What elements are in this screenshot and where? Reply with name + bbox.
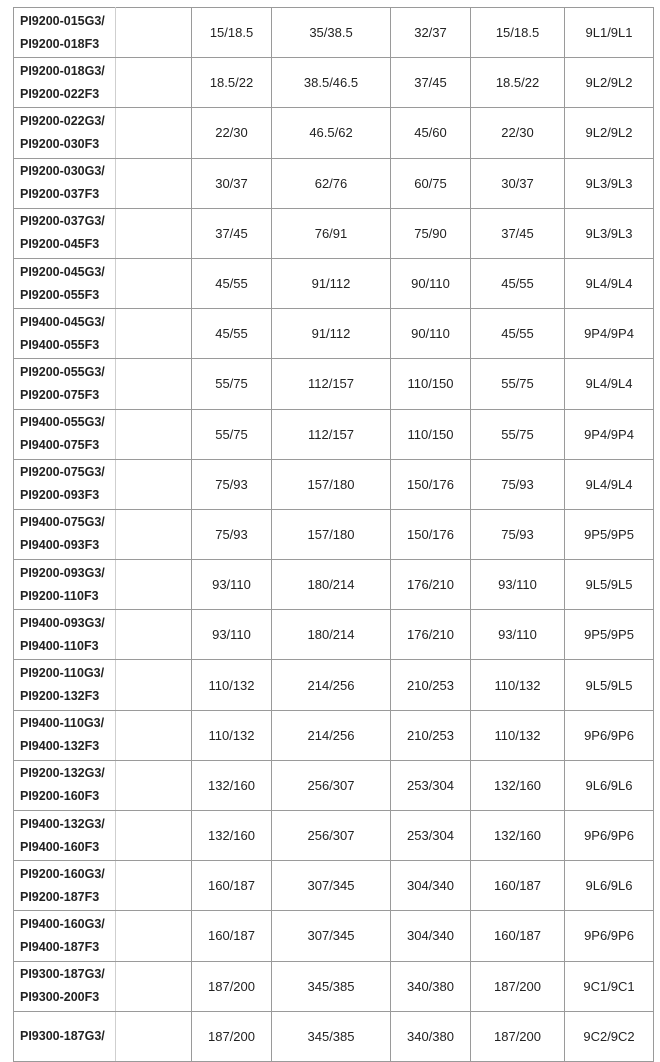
empty-cell bbox=[116, 610, 192, 660]
value-cell-v4: 30/37 bbox=[471, 158, 565, 208]
value-cell-v5: 9L2/9L2 bbox=[565, 58, 654, 108]
value-cell-v3: 253/304 bbox=[391, 811, 471, 861]
value-cell-v5: 9P6/9P6 bbox=[565, 811, 654, 861]
value-cell-v5: 9L4/9L4 bbox=[565, 459, 654, 509]
empty-cell bbox=[116, 861, 192, 911]
model-line-1: PI9400-075G3/ bbox=[20, 515, 105, 530]
empty-cell bbox=[116, 309, 192, 359]
value-cell-v5: 9L5/9L5 bbox=[565, 560, 654, 610]
value-cell-v4: 55/75 bbox=[471, 359, 565, 409]
value-cell-v3: 90/110 bbox=[391, 309, 471, 359]
value-cell-v2: 307/345 bbox=[272, 911, 391, 961]
model-line-2: PI9200-110F3 bbox=[20, 588, 99, 603]
model-line-2: PI9400-187F3 bbox=[20, 939, 100, 954]
value-cell-v1: 93/110 bbox=[192, 610, 272, 660]
value-cell-v2: 214/256 bbox=[272, 710, 391, 760]
empty-cell bbox=[116, 258, 192, 308]
empty-cell bbox=[116, 409, 192, 459]
model-line-2: PI9200-022F3 bbox=[20, 86, 100, 101]
model-line-1: PI9400-045G3/ bbox=[20, 314, 105, 329]
value-cell-v1: 55/75 bbox=[192, 359, 272, 409]
value-cell-v5: 9L4/9L4 bbox=[565, 258, 654, 308]
model-line-1: PI9200-055G3/ bbox=[20, 364, 105, 379]
value-cell-v2: 256/307 bbox=[272, 760, 391, 810]
model-line-1: PI9200-132G3/ bbox=[20, 766, 105, 781]
value-cell-v4: 93/110 bbox=[471, 560, 565, 610]
table-row bbox=[14, 108, 654, 158]
value-cell-v2: 157/180 bbox=[272, 459, 391, 509]
empty-cell bbox=[116, 108, 192, 158]
model-line-1: PI9200-037G3/ bbox=[20, 214, 105, 229]
model-cell bbox=[14, 158, 116, 208]
value-cell-v1: 45/55 bbox=[192, 258, 272, 308]
table-row bbox=[14, 961, 654, 1011]
table-row bbox=[14, 158, 654, 208]
value-cell-v5: 9P4/9P4 bbox=[565, 409, 654, 459]
table-row bbox=[14, 560, 654, 610]
value-cell-v4: 55/75 bbox=[471, 409, 565, 459]
model-line-2: PI9200-160F3 bbox=[20, 789, 100, 804]
value-cell-v2: 256/307 bbox=[272, 811, 391, 861]
value-cell-v3: 176/210 bbox=[391, 610, 471, 660]
value-cell-v4: 15/18.5 bbox=[471, 8, 565, 58]
table-row bbox=[14, 359, 654, 409]
model-line-2: PI9400-093F3 bbox=[20, 538, 100, 553]
value-cell-v1: 15/18.5 bbox=[192, 8, 272, 58]
value-cell-v1: 22/30 bbox=[192, 108, 272, 158]
model-line-2: PI9200-055F3 bbox=[20, 287, 100, 302]
value-cell-v1: 187/200 bbox=[192, 961, 272, 1011]
value-cell-v1: 187/200 bbox=[192, 1011, 272, 1061]
model-cell bbox=[14, 409, 116, 459]
value-cell-v5: 9L1/9L1 bbox=[565, 8, 654, 58]
value-cell-v2: 38.5/46.5 bbox=[272, 58, 391, 108]
model-cell bbox=[14, 459, 116, 509]
value-cell-v1: 30/37 bbox=[192, 158, 272, 208]
value-cell-v5: 9C2/9C2 bbox=[565, 1011, 654, 1061]
model-line-2: PI9300-200F3 bbox=[20, 990, 100, 1005]
value-cell-v5: 9L6/9L6 bbox=[565, 760, 654, 810]
value-cell-v2: 46.5/62 bbox=[272, 108, 391, 158]
empty-cell bbox=[116, 1011, 192, 1061]
model-cell bbox=[14, 309, 116, 359]
table-row bbox=[14, 911, 654, 961]
model-cell bbox=[14, 359, 116, 409]
model-cell bbox=[14, 208, 116, 258]
model-line-1: PI9200-030G3/ bbox=[20, 164, 105, 179]
spec-table-body bbox=[14, 8, 654, 1062]
value-cell-v3: 75/90 bbox=[391, 208, 471, 258]
value-cell-v1: 45/55 bbox=[192, 309, 272, 359]
empty-cell bbox=[116, 208, 192, 258]
value-cell-v2: 91/112 bbox=[272, 309, 391, 359]
model-cell bbox=[14, 1011, 116, 1061]
value-cell-v3: 150/176 bbox=[391, 459, 471, 509]
value-cell-v5: 9L2/9L2 bbox=[565, 108, 654, 158]
value-cell-v3: 340/380 bbox=[391, 1011, 471, 1061]
model-line-2: PI9200-075F3 bbox=[20, 387, 100, 402]
table-row bbox=[14, 760, 654, 810]
empty-cell bbox=[116, 8, 192, 58]
empty-cell bbox=[116, 459, 192, 509]
value-cell-v5: 9L4/9L4 bbox=[565, 359, 654, 409]
empty-cell bbox=[116, 961, 192, 1011]
value-cell-v5: 9P6/9P6 bbox=[565, 710, 654, 760]
value-cell-v3: 210/253 bbox=[391, 660, 471, 710]
model-cell bbox=[14, 911, 116, 961]
table-row bbox=[14, 258, 654, 308]
value-cell-v3: 110/150 bbox=[391, 359, 471, 409]
value-cell-v1: 132/160 bbox=[192, 760, 272, 810]
value-cell-v4: 22/30 bbox=[471, 108, 565, 158]
value-cell-v4: 160/187 bbox=[471, 911, 565, 961]
model-line-2: PI9200-030F3 bbox=[20, 136, 100, 151]
model-line-2: PI9400-110F3 bbox=[20, 638, 99, 653]
model-cell bbox=[14, 8, 116, 58]
value-cell-v2: 180/214 bbox=[272, 560, 391, 610]
value-cell-v5: 9L5/9L5 bbox=[565, 660, 654, 710]
model-cell bbox=[14, 560, 116, 610]
value-cell-v1: 132/160 bbox=[192, 811, 272, 861]
model-line-1: PI9400-132G3/ bbox=[20, 816, 105, 831]
value-cell-v3: 176/210 bbox=[391, 560, 471, 610]
value-cell-v3: 340/380 bbox=[391, 961, 471, 1011]
value-cell-v5: 9P5/9P5 bbox=[565, 509, 654, 559]
value-cell-v5: 9P6/9P6 bbox=[565, 911, 654, 961]
empty-cell bbox=[116, 58, 192, 108]
value-cell-v4: 132/160 bbox=[471, 811, 565, 861]
value-cell-v2: 307/345 bbox=[272, 861, 391, 911]
model-cell bbox=[14, 811, 116, 861]
value-cell-v2: 76/91 bbox=[272, 208, 391, 258]
model-line-1: PI9200-160G3/ bbox=[20, 866, 105, 881]
model-line-1: PI9400-055G3/ bbox=[20, 415, 105, 430]
table-row bbox=[14, 459, 654, 509]
value-cell-v2: 157/180 bbox=[272, 509, 391, 559]
model-line-1: PI9200-018G3/ bbox=[20, 63, 105, 78]
model-line-1: PI9200-045G3/ bbox=[20, 264, 105, 279]
value-cell-v1: 18.5/22 bbox=[192, 58, 272, 108]
model-cell bbox=[14, 258, 116, 308]
value-cell-v2: 180/214 bbox=[272, 610, 391, 660]
model-cell bbox=[14, 108, 116, 158]
model-line-1: PI9400-093G3/ bbox=[20, 615, 105, 630]
table-row bbox=[14, 610, 654, 660]
model-line-2: PI9400-132F3 bbox=[20, 739, 100, 754]
model-cell bbox=[14, 710, 116, 760]
model-cell bbox=[14, 760, 116, 810]
value-cell-v2: 214/256 bbox=[272, 660, 391, 710]
empty-cell bbox=[116, 760, 192, 810]
model-cell bbox=[14, 610, 116, 660]
value-cell-v3: 253/304 bbox=[391, 760, 471, 810]
model-line-2: PI9200-045F3 bbox=[20, 237, 100, 252]
model-line-1: PI9200-022G3/ bbox=[20, 113, 105, 128]
value-cell-v4: 187/200 bbox=[471, 1011, 565, 1061]
empty-cell bbox=[116, 158, 192, 208]
table-row bbox=[14, 811, 654, 861]
model-cell bbox=[14, 861, 116, 911]
empty-cell bbox=[116, 359, 192, 409]
model-line-2: PI9400-075F3 bbox=[20, 438, 100, 453]
model-cell bbox=[14, 58, 116, 108]
value-cell-v4: 132/160 bbox=[471, 760, 565, 810]
value-cell-v2: 91/112 bbox=[272, 258, 391, 308]
value-cell-v1: 160/187 bbox=[192, 911, 272, 961]
value-cell-v4: 75/93 bbox=[471, 459, 565, 509]
value-cell-v3: 210/253 bbox=[391, 710, 471, 760]
value-cell-v3: 32/37 bbox=[391, 8, 471, 58]
value-cell-v1: 75/93 bbox=[192, 459, 272, 509]
empty-cell bbox=[116, 911, 192, 961]
model-line-2: PI9200-037F3 bbox=[20, 187, 100, 202]
table-row bbox=[14, 8, 654, 58]
value-cell-v2: 112/157 bbox=[272, 359, 391, 409]
value-cell-v1: 93/110 bbox=[192, 560, 272, 610]
value-cell-v3: 150/176 bbox=[391, 509, 471, 559]
table-row bbox=[14, 409, 654, 459]
value-cell-v2: 345/385 bbox=[272, 961, 391, 1011]
model-line-2: PI9200-018F3 bbox=[20, 36, 100, 51]
value-cell-v3: 304/340 bbox=[391, 911, 471, 961]
model-line-2: PI9200-132F3 bbox=[20, 689, 100, 704]
value-cell-v1: 55/75 bbox=[192, 409, 272, 459]
model-line-1: PI9300-187G3/ bbox=[20, 1028, 105, 1043]
table-row bbox=[14, 660, 654, 710]
value-cell-v5: 9L3/9L3 bbox=[565, 158, 654, 208]
value-cell-v2: 112/157 bbox=[272, 409, 391, 459]
value-cell-v3: 90/110 bbox=[391, 258, 471, 308]
model-line-1: PI9200-110G3/ bbox=[20, 666, 105, 681]
value-cell-v5: 9P5/9P5 bbox=[565, 610, 654, 660]
model-line-1: PI9200-093G3/ bbox=[20, 565, 105, 580]
value-cell-v5: 9L3/9L3 bbox=[565, 208, 654, 258]
model-cell bbox=[14, 961, 116, 1011]
value-cell-v4: 110/132 bbox=[471, 710, 565, 760]
value-cell-v1: 110/132 bbox=[192, 660, 272, 710]
value-cell-v4: 93/110 bbox=[471, 610, 565, 660]
value-cell-v3: 45/60 bbox=[391, 108, 471, 158]
spec-table bbox=[13, 7, 654, 1062]
model-line-2: PI9200-093F3 bbox=[20, 488, 100, 503]
empty-cell bbox=[116, 560, 192, 610]
empty-cell bbox=[116, 660, 192, 710]
model-line-1: PI9400-160G3/ bbox=[20, 916, 105, 931]
value-cell-v5: 9P4/9P4 bbox=[565, 309, 654, 359]
model-cell bbox=[14, 509, 116, 559]
model-line-1: PI9200-075G3/ bbox=[20, 465, 105, 480]
model-line-1: PI9200-015G3/ bbox=[20, 13, 105, 28]
model-cell bbox=[14, 660, 116, 710]
table-row bbox=[14, 509, 654, 559]
value-cell-v4: 37/45 bbox=[471, 208, 565, 258]
model-line-2: PI9400-160F3 bbox=[20, 839, 100, 854]
table-row bbox=[14, 1011, 654, 1061]
value-cell-v1: 110/132 bbox=[192, 710, 272, 760]
value-cell-v3: 304/340 bbox=[391, 861, 471, 911]
value-cell-v4: 45/55 bbox=[471, 258, 565, 308]
value-cell-v4: 18.5/22 bbox=[471, 58, 565, 108]
value-cell-v1: 75/93 bbox=[192, 509, 272, 559]
value-cell-v2: 345/385 bbox=[272, 1011, 391, 1061]
table-row bbox=[14, 309, 654, 359]
model-line-1: PI9400-110G3/ bbox=[20, 716, 105, 731]
value-cell-v5: 9C1/9C1 bbox=[565, 961, 654, 1011]
table-row bbox=[14, 861, 654, 911]
model-line-2: PI9200-187F3 bbox=[20, 889, 100, 904]
value-cell-v4: 75/93 bbox=[471, 509, 565, 559]
model-line-1: PI9300-187G3/ bbox=[20, 967, 105, 982]
value-cell-v4: 45/55 bbox=[471, 309, 565, 359]
value-cell-v1: 160/187 bbox=[192, 861, 272, 911]
value-cell-v5: 9L6/9L6 bbox=[565, 861, 654, 911]
empty-cell bbox=[116, 710, 192, 760]
value-cell-v2: 62/76 bbox=[272, 158, 391, 208]
value-cell-v1: 37/45 bbox=[192, 208, 272, 258]
value-cell-v4: 160/187 bbox=[471, 861, 565, 911]
table-row bbox=[14, 710, 654, 760]
value-cell-v4: 187/200 bbox=[471, 961, 565, 1011]
table-row bbox=[14, 58, 654, 108]
model-line-2: PI9400-055F3 bbox=[20, 337, 100, 352]
value-cell-v4: 110/132 bbox=[471, 660, 565, 710]
empty-cell bbox=[116, 509, 192, 559]
empty-cell bbox=[116, 811, 192, 861]
table-row bbox=[14, 208, 654, 258]
value-cell-v3: 37/45 bbox=[391, 58, 471, 108]
value-cell-v2: 35/38.5 bbox=[272, 8, 391, 58]
value-cell-v3: 60/75 bbox=[391, 158, 471, 208]
value-cell-v3: 110/150 bbox=[391, 409, 471, 459]
